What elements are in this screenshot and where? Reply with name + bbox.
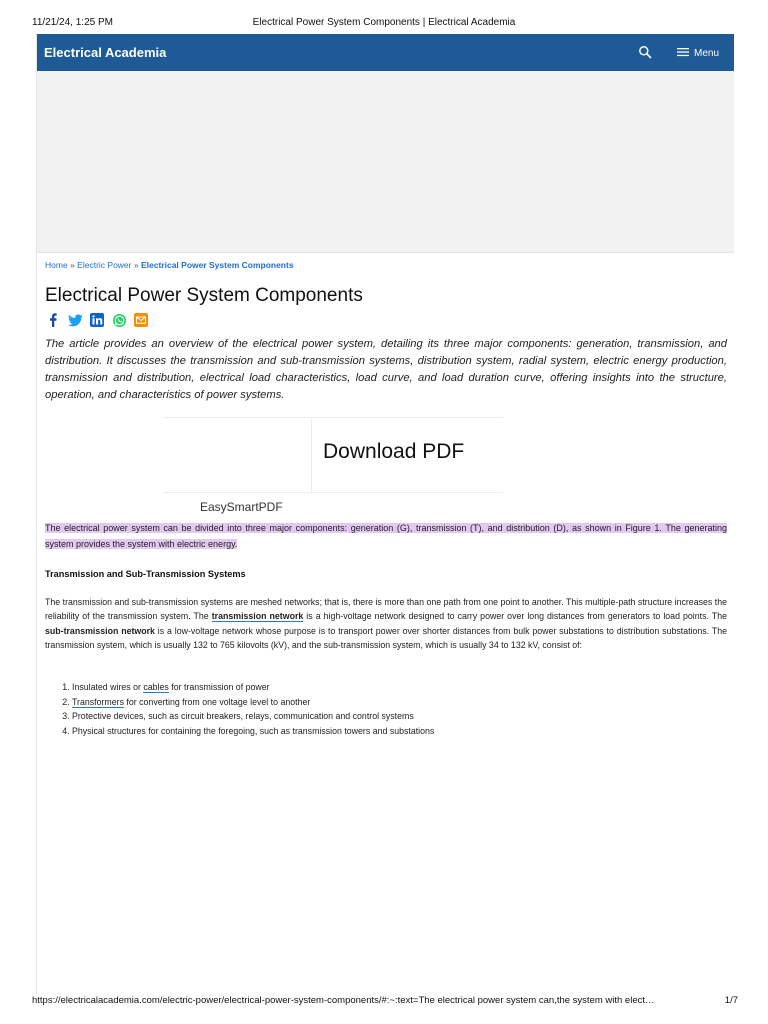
breadcrumb-current: Electrical Power System Components bbox=[140, 260, 294, 270]
article-title: Electrical Power System Components bbox=[45, 285, 363, 306]
site-brand[interactable]: Electrical Academia bbox=[44, 45, 167, 60]
print-header bbox=[0, 17, 768, 31]
body-paragraph bbox=[45, 595, 727, 652]
paragraph-text: is a low-voltage network whose purpose is to transport power over shorter distances from bulk power substations to distribution substations. The transmission system, which is usually 132 to 765 kilovolts (kV), and the sub-transmission system, which is usually 34 to 132 kV, consist of: bbox=[45, 625, 727, 650]
breadcrumb-separator: » bbox=[133, 260, 139, 270]
paragraph-text: is a high-voltage network designed to carry power over long distances from generators to load points. The bbox=[303, 611, 727, 622]
section-heading: Transmission and Sub-Transmission Systems bbox=[45, 569, 246, 579]
breadcrumb-electric-power[interactable]: Electric Power bbox=[77, 260, 132, 270]
paragraph-text: The transmission and sub-transmission systems are meshed networks; that is, there is more than one path from one point to another. This multiple-path structure increases the reliability of the transmission system. The bbox=[45, 597, 727, 622]
download-pdf-button[interactable]: Download PDF bbox=[323, 440, 465, 463]
linkedin-icon[interactable] bbox=[89, 312, 105, 328]
page-number: 1/7 bbox=[724, 995, 738, 1006]
ad-divider bbox=[163, 492, 503, 493]
cables-link[interactable]: cables bbox=[143, 682, 169, 692]
print-date: 11/21/24, 1:25 PM bbox=[32, 17, 113, 28]
list-item: 1. Insulated wires or cables for transmission of power bbox=[72, 680, 434, 695]
print-url: https://electricalacademia.com/electric-power/electrical-power-system-components/#:~:text=The electrical power system can,the system with elect… bbox=[32, 995, 655, 1006]
highlighted-paragraph bbox=[45, 521, 727, 552]
whatsapp-icon[interactable] bbox=[111, 312, 127, 328]
ad-image-placeholder bbox=[163, 418, 312, 492]
breadcrumb-separator: » bbox=[70, 260, 75, 270]
download-pdf-ad bbox=[163, 417, 503, 524]
print-title: Electrical Power System Components | Electrical Academia bbox=[252, 17, 516, 28]
list-item: 4. Physical structures for containing the foregoing, such as transmission towers and substations bbox=[72, 724, 434, 739]
search-icon[interactable] bbox=[638, 45, 654, 61]
menu-button[interactable] bbox=[677, 44, 719, 62]
breadcrumb bbox=[45, 260, 294, 270]
twitter-icon[interactable] bbox=[67, 312, 83, 328]
menu-label: Menu bbox=[694, 47, 720, 59]
list-item: 2. Transformers for converting from one voltage level to another bbox=[72, 695, 434, 710]
transmission-network-link[interactable]: transmission network bbox=[211, 611, 304, 622]
email-icon[interactable] bbox=[133, 312, 149, 328]
breadcrumb-home[interactable]: Home bbox=[45, 260, 68, 270]
print-footer bbox=[0, 995, 768, 1009]
ad-banner-slot bbox=[37, 71, 734, 253]
hamburger-icon bbox=[677, 47, 689, 60]
text-highlight: The electrical power system can be divided into three major components: generation (G), transmission (T), and distribution (D), as shown in Figure 1. The generating system provides the system with electric energy. bbox=[45, 523, 727, 549]
facebook-icon[interactable] bbox=[45, 312, 61, 328]
article-intro: The article provides an overview of the electrical power system, detailing its three major components: generation, transmission, and distribution. It discusses the transmission and sub-transmission systems, distribution system, radial system, electric energy production, transmission and distribution, electrical load characteristics, load curve, and load duration curve, offering insights into the structure, operation, and characteristics of power systems. bbox=[45, 338, 727, 401]
list-item: 3. Protective devices, such as circuit breakers, relays, communication and control systems bbox=[72, 709, 434, 724]
components-list bbox=[45, 680, 434, 738]
page bbox=[36, 34, 734, 994]
share-bar bbox=[45, 312, 149, 328]
ad-advertiser[interactable]: EasySmartPDF bbox=[200, 500, 283, 514]
bold-term: sub-transmission network bbox=[45, 625, 155, 636]
transformers-link[interactable]: Transformers bbox=[72, 696, 124, 707]
site-navbar bbox=[37, 34, 734, 71]
